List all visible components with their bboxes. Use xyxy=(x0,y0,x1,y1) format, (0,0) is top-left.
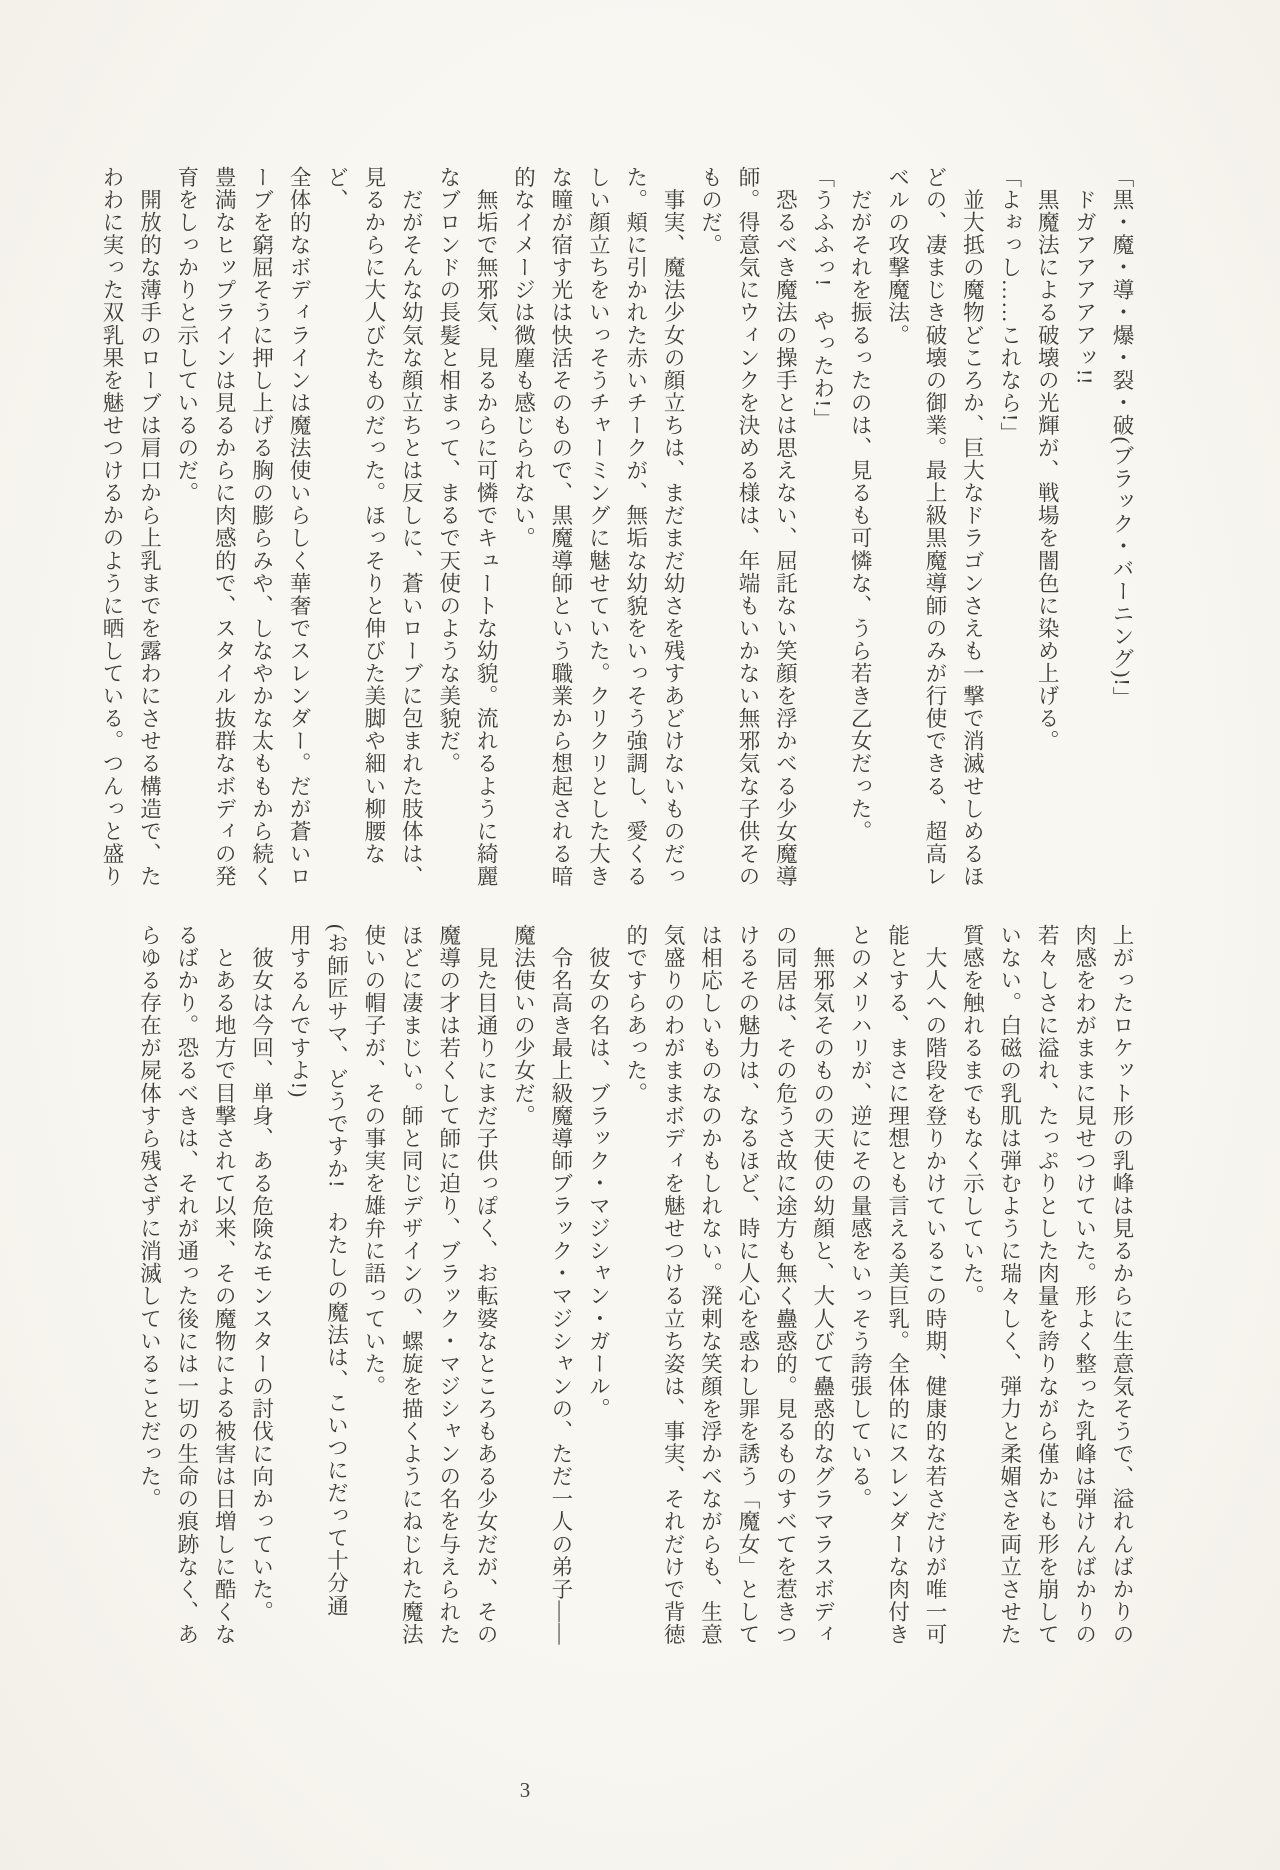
text-line: いない。白磁の乳肌は弾むように瑞々しく、弾力と柔媚さを両立させた xyxy=(997,924,1022,1646)
text-line: らゆる存在が屍体すら残さずに消滅していることだった。 xyxy=(137,924,162,1511)
text-line: 大人への階段を登りかけているこの時期、健康的な若さだけが唯一可 xyxy=(922,924,947,1646)
text-block-lower xyxy=(128,924,1140,1646)
text-line: た。頬に引かれた赤いチークが、無垢な幼貌をいっそう強調し、愛くる xyxy=(623,166,648,888)
text-block-upper xyxy=(100,166,1140,888)
text-line: 並大抵の魔物どころか、巨大なドラゴンさえも一撃で消滅せしめるほ xyxy=(960,166,985,888)
text-line: 開放的な薄手のローブは肩口から上乳までを露わにさせる構造で、た xyxy=(137,166,162,888)
text-line: ベルの攻撃魔法。 xyxy=(885,166,910,347)
text-line: 彼女は今回、単身、ある危険なモンスターの討伐に向かっていた。 xyxy=(249,924,274,1624)
text-line: 「よぉっし……これなら!」 xyxy=(997,166,1022,445)
text-line: 質感を触れるまでもなく示していた。 xyxy=(960,924,985,1308)
text-line: 「黒・魔・導・爆・裂・破(ブラック・バーニング)!」 xyxy=(1110,166,1134,710)
text-line: だがそんな幼気な顔立ちとは反しに、蒼いローブに包まれた肢体は、 xyxy=(399,166,424,888)
text-line: 育をしっかりと示しているのだ。 xyxy=(174,166,199,505)
text-line: の同居は、その危うさ故に途方も無く蠱惑的。見るものすべてを惹きつ xyxy=(773,924,798,1646)
text-line: とある地方で目撃されて以来、その魔物による被害は日増しに酷くな xyxy=(212,924,237,1646)
text-line: 見た目通りにまだ子供っぽく、お転婆なところもある少女だが、その xyxy=(474,924,499,1646)
text-line: 黒魔法による破壊の光輝が、戦場を闇色に染め上げる。 xyxy=(1035,166,1060,753)
text-line: は相応しいものなのかもしれない。溌剌な笑顔を浮かべながらも、生意 xyxy=(698,924,723,1646)
text-line: 的ですらあった。 xyxy=(623,924,648,1105)
text-line: 彼女の名は、ブラック・マジシャン・ガール。 xyxy=(586,924,611,1421)
text-line: 使いの帽子が、その事実を雄弁に語っていた。 xyxy=(361,924,386,1398)
text-line: 師。得意気にウィンクを決める様は、年端もいかない無邪気な子供その xyxy=(735,166,760,888)
text-line: 事実、魔法少女の顔立ちは、まだまだ幼さを残すあどけないものだっ xyxy=(661,166,686,888)
text-line: 見るからに大人びたものだった。ほっそりと伸びた美脚や細い柳腰など、 xyxy=(324,166,386,866)
text-line: だがそれを振るったのは、見るも可憐な、うら若き乙女だった。 xyxy=(848,166,873,843)
text-line: 恐るべき魔法の操手とは思えない、屈託ない笑顔を浮かべる少女魔導 xyxy=(773,166,798,888)
text-line: 用するんですよ!) xyxy=(287,924,312,1099)
text-line: 全体的なボディラインは魔法使いらしく華奢でスレンダー。だが蒼いロ xyxy=(287,166,312,888)
text-line: な瞳が宿す光は快活そのもので、黒魔導師という職業から想起される暗 xyxy=(548,166,573,888)
text-line: 上がったロケット形の乳峰は見るからに生意気そうで、溢れんばかりの xyxy=(1110,924,1134,1646)
text-line: けるその魅力は、なるほど、時に人心を惑わし罪を誘う「魔女」として xyxy=(735,924,760,1646)
text-line: 無邪気そのものの天使の幼顔と、大人びて蠱惑的なグラマラスボディ xyxy=(810,924,835,1646)
text-line: 無垢で無邪気、見るからに可憐でキュートな幼貌。流れるように綺麗 xyxy=(474,166,499,888)
text-line: 魔導の才は若くして師に迫り、ブラック・マジシャンの名を与えられた xyxy=(436,924,461,1646)
text-line: どの、凄まじき破壊の御業。最上級黒魔導師のみが行使できる、超高レ xyxy=(922,166,947,888)
text-line: ほどに凄まじい。師と同じデザインの、螺旋を描くようにねじれた魔法 xyxy=(399,924,424,1646)
text-line: なブロンドの長髪と相まって、まるで天使のような美貌だ。 xyxy=(436,166,461,775)
text-line: 令名高き最上級魔導師ブラック・マジシャンの、ただ一人の弟子―― xyxy=(548,924,573,1646)
text-line: ものだ。 xyxy=(698,166,723,257)
text-line: ドガアアアアアッ!! xyxy=(1072,166,1097,386)
text-line: しい顔立ちをいっそうチャーミングに魅せていた。クリクリとした大き xyxy=(586,166,611,888)
text-line: 気盛りのわがままボディを魅せつける立ち姿は、事実、それだけで背徳 xyxy=(661,924,686,1646)
text-line: 能とする、まさに理想とも言える美巨乳。全体的にスレンダーな肉付き xyxy=(885,924,910,1646)
text-line: 豊満なヒップラインは見るからに肉感的で、スタイル抜群なボディの発 xyxy=(212,166,237,888)
text-line: 「うふふっ! やったわ!」 xyxy=(810,166,835,431)
text-line: るばかり。恐るべきは、それが通った後には一切の生命の痕跡なく、あ xyxy=(174,924,199,1646)
text-line: 的なイメージは微塵も感じられない。 xyxy=(511,166,536,550)
text-line: 肉感をわがままに見せつけていた。形よく整った乳峰は弾けんばかりの xyxy=(1072,924,1097,1646)
text-line: ーブを窮屈そうに押し上げる胸の膨らみや、しなやかな太ももから続く xyxy=(249,166,274,888)
text-line: 魔法使いの少女だ。 xyxy=(511,924,536,1127)
text-line: わわに実った双乳果を魅せつけるかのように晒している。つんっと盛り xyxy=(100,166,125,888)
text-line: (お師匠サマ、どうですか! わたしの魔法は、こいつにだって十分通 xyxy=(324,924,349,1617)
page-number: 3 xyxy=(519,1778,531,1802)
text-line: とのメリハリが、逆にその量感をいっそう誇張している。 xyxy=(848,924,873,1511)
text-line: 若々しさに溢れ、たっぷりとした肉量を誇りながら僅かにも形を崩して xyxy=(1035,924,1060,1646)
